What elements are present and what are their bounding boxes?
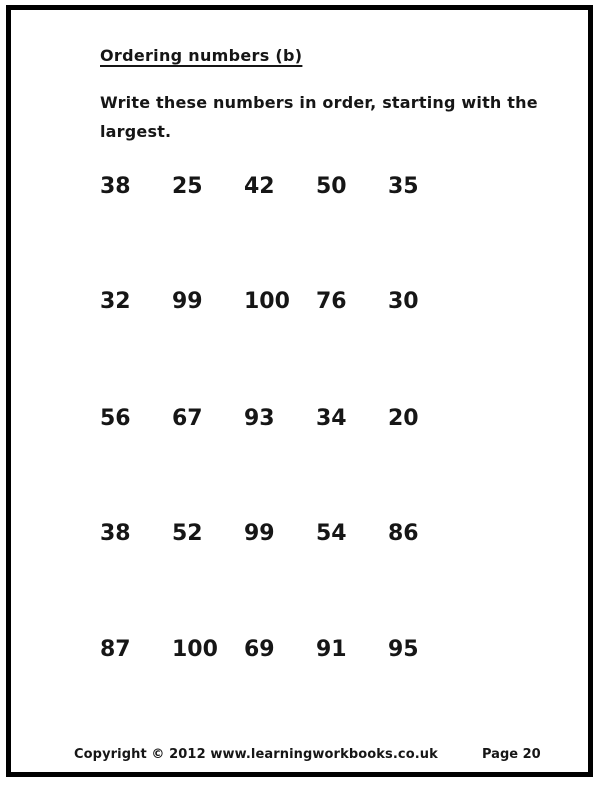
- number-cell: 91: [316, 637, 347, 662]
- number-cell: 95: [388, 637, 419, 662]
- number-cell: 35: [388, 174, 419, 199]
- number-cell: 76: [316, 289, 347, 314]
- number-cell: 42: [244, 174, 275, 199]
- number-cell: 38: [100, 174, 131, 199]
- instructions-line-1: Write these numbers in order, starting with the: [100, 93, 538, 112]
- page-title: Ordering numbers (b): [100, 46, 303, 65]
- number-cell: 86: [388, 521, 419, 546]
- number-row-2: [100, 291, 460, 313]
- number-cell: 25: [172, 174, 203, 199]
- number-cell: 87: [100, 637, 131, 662]
- number-cell: 100: [172, 637, 218, 662]
- number-cell: 99: [244, 521, 275, 546]
- number-row-1: [100, 176, 460, 198]
- number-row-4: [100, 523, 460, 545]
- number-cell: 38: [100, 521, 131, 546]
- number-cell: 50: [316, 174, 347, 199]
- number-cell: 52: [172, 521, 203, 546]
- number-cell: 30: [388, 289, 419, 314]
- footer-page-number: Page 20: [482, 747, 541, 762]
- number-row-3: [100, 408, 460, 430]
- number-cell: 34: [316, 406, 347, 431]
- number-cell: 54: [316, 521, 347, 546]
- footer-copyright: Copyright © 2012 www.learningworkbooks.co.uk: [74, 747, 438, 762]
- number-cell: 100: [244, 289, 290, 314]
- number-cell: 69: [244, 637, 275, 662]
- number-cell: 67: [172, 406, 203, 431]
- instructions-line-2: largest.: [100, 122, 172, 141]
- instructions: [100, 88, 538, 146]
- number-cell: 20: [388, 406, 419, 431]
- number-cell: 56: [100, 406, 131, 431]
- number-row-5: [100, 639, 460, 661]
- number-cell: 32: [100, 289, 131, 314]
- number-cell: 99: [172, 289, 203, 314]
- number-cell: 93: [244, 406, 275, 431]
